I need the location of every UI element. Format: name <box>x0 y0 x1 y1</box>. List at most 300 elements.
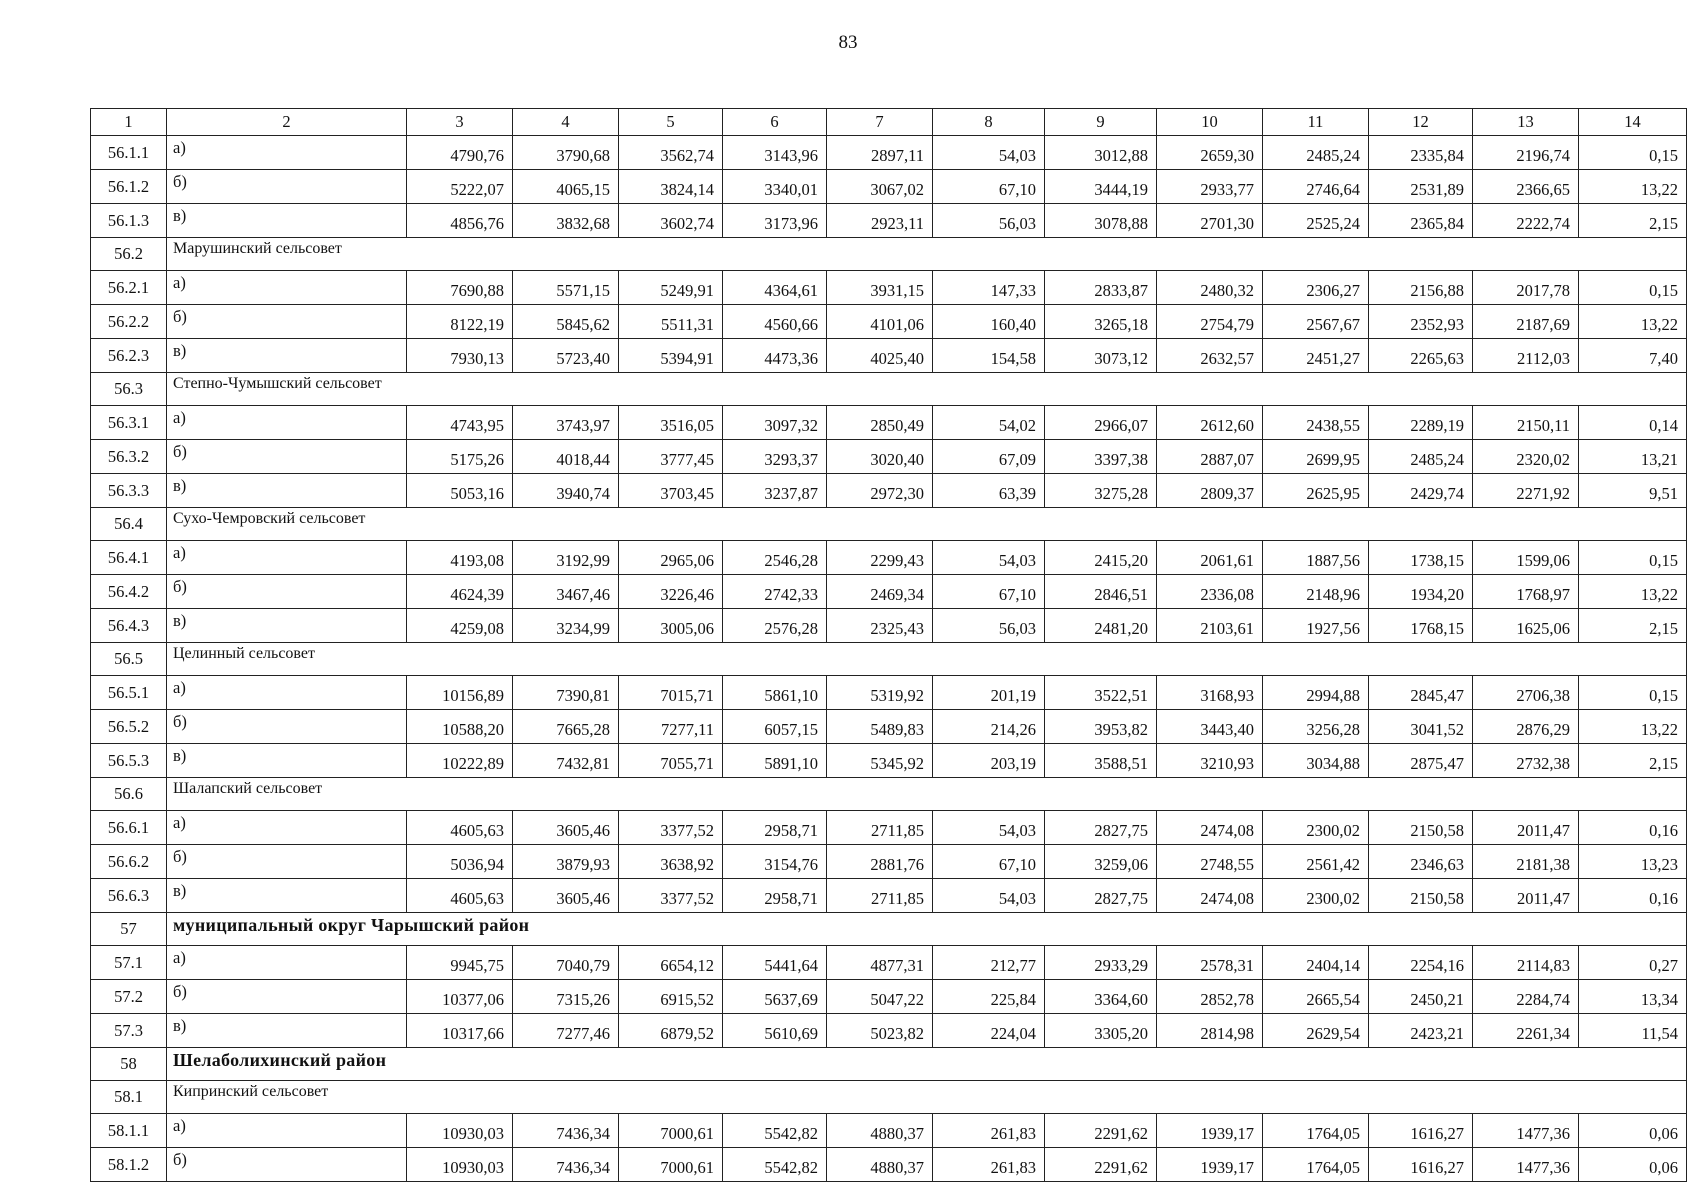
value-cell: 67,09 <box>933 440 1045 474</box>
value-cell: 147,33 <box>933 271 1045 305</box>
value-cell: 5610,69 <box>723 1014 827 1048</box>
value-cell: 3256,28 <box>1263 710 1369 744</box>
value-cell: 2966,07 <box>1045 406 1157 440</box>
value-cell: 2827,75 <box>1045 811 1157 845</box>
value-cell: 3638,92 <box>619 845 723 879</box>
value-cell: 54,03 <box>933 879 1045 913</box>
value-cell: 2746,64 <box>1263 170 1369 204</box>
value-cell: 3168,93 <box>1157 676 1263 710</box>
row-code: 58.1.2 <box>91 1148 167 1182</box>
page-number: 83 <box>838 32 858 53</box>
value-cell: 2994,88 <box>1263 676 1369 710</box>
value-cell: 203,19 <box>933 744 1045 778</box>
value-cell: 4065,15 <box>513 170 619 204</box>
table-row <box>91 305 1687 339</box>
value-cell: 2,15 <box>1579 609 1687 643</box>
value-cell: 2876,29 <box>1473 710 1579 744</box>
column-number: 12 <box>1369 109 1473 136</box>
value-cell: 2299,43 <box>827 541 933 575</box>
value-cell: 1887,56 <box>1263 541 1369 575</box>
value-cell: 2481,20 <box>1045 609 1157 643</box>
table-row <box>91 406 1687 440</box>
value-cell: 2485,24 <box>1369 440 1473 474</box>
column-number: 13 <box>1473 109 1579 136</box>
value-cell: 2699,95 <box>1263 440 1369 474</box>
section-title: Марушинский сельсовет <box>167 238 1687 271</box>
column-number: 9 <box>1045 109 1157 136</box>
district-heading-row <box>91 913 1687 946</box>
value-cell: 7665,28 <box>513 710 619 744</box>
value-cell: 3522,51 <box>1045 676 1157 710</box>
value-cell: 0,06 <box>1579 1114 1687 1148</box>
value-cell: 6915,52 <box>619 980 723 1014</box>
value-cell: 4101,06 <box>827 305 933 339</box>
value-cell: 1768,97 <box>1473 575 1579 609</box>
table-row <box>91 710 1687 744</box>
value-cell: 9945,75 <box>407 946 513 980</box>
value-cell: 1625,06 <box>1473 609 1579 643</box>
value-cell: 1927,56 <box>1263 609 1369 643</box>
value-cell: 1616,27 <box>1369 1114 1473 1148</box>
table-row <box>91 1148 1687 1182</box>
row-code: 56.2.3 <box>91 339 167 373</box>
value-cell: 3192,99 <box>513 541 619 575</box>
value-cell: 1599,06 <box>1473 541 1579 575</box>
value-cell: 5175,26 <box>407 440 513 474</box>
row-code: 56.1.1 <box>91 136 167 170</box>
row-code: 56.3.3 <box>91 474 167 508</box>
value-cell: 54,03 <box>933 136 1045 170</box>
value-cell: 67,10 <box>933 575 1045 609</box>
value-cell: 5542,82 <box>723 1148 827 1182</box>
value-cell: 2933,77 <box>1157 170 1263 204</box>
value-cell: 10930,03 <box>407 1114 513 1148</box>
value-cell: 2469,34 <box>827 575 933 609</box>
value-cell: 2881,76 <box>827 845 933 879</box>
value-cell: 2701,30 <box>1157 204 1263 238</box>
row-code: 56.4.1 <box>91 541 167 575</box>
value-cell: 5637,69 <box>723 980 827 1014</box>
value-cell: 67,10 <box>933 170 1045 204</box>
value-cell: 2011,47 <box>1473 811 1579 845</box>
option-label: в) <box>167 879 407 913</box>
option-label: а) <box>167 271 407 305</box>
value-cell: 2150,58 <box>1369 811 1473 845</box>
value-cell: 2150,58 <box>1369 879 1473 913</box>
section-title: муниципальный округ Чарышский район <box>167 913 1687 946</box>
value-cell: 2,15 <box>1579 744 1687 778</box>
value-cell: 2625,95 <box>1263 474 1369 508</box>
value-cell: 4856,76 <box>407 204 513 238</box>
option-label: б) <box>167 170 407 204</box>
value-cell: 4473,36 <box>723 339 827 373</box>
value-cell: 13,22 <box>1579 710 1687 744</box>
value-cell: 54,02 <box>933 406 1045 440</box>
value-cell: 13,22 <box>1579 305 1687 339</box>
value-cell: 5845,62 <box>513 305 619 339</box>
value-cell: 212,77 <box>933 946 1045 980</box>
row-code: 56.2.2 <box>91 305 167 339</box>
value-cell: 63,39 <box>933 474 1045 508</box>
column-number-row <box>91 109 1687 136</box>
column-number: 7 <box>827 109 933 136</box>
value-cell: 2156,88 <box>1369 271 1473 305</box>
value-cell: 201,19 <box>933 676 1045 710</box>
section-heading-row <box>91 373 1687 406</box>
column-number: 2 <box>167 109 407 136</box>
value-cell: 3777,45 <box>619 440 723 474</box>
option-label: а) <box>167 946 407 980</box>
row-code: 56.2.1 <box>91 271 167 305</box>
value-cell: 67,10 <box>933 845 1045 879</box>
value-cell: 2187,69 <box>1473 305 1579 339</box>
value-cell: 1616,27 <box>1369 1148 1473 1182</box>
value-cell: 4605,63 <box>407 879 513 913</box>
value-cell: 3067,02 <box>827 170 933 204</box>
value-cell: 4743,95 <box>407 406 513 440</box>
value-cell: 0,15 <box>1579 676 1687 710</box>
column-number: 1 <box>91 109 167 136</box>
table-row <box>91 136 1687 170</box>
value-cell: 2450,21 <box>1369 980 1473 1014</box>
value-cell: 5441,64 <box>723 946 827 980</box>
value-cell: 4193,08 <box>407 541 513 575</box>
table-body <box>91 109 1687 1182</box>
value-cell: 7277,46 <box>513 1014 619 1048</box>
value-cell: 56,03 <box>933 609 1045 643</box>
value-cell: 2148,96 <box>1263 575 1369 609</box>
value-cell: 7432,81 <box>513 744 619 778</box>
value-cell: 3605,46 <box>513 811 619 845</box>
row-code: 57.3 <box>91 1014 167 1048</box>
value-cell: 3073,12 <box>1045 339 1157 373</box>
table-row <box>91 946 1687 980</box>
value-cell: 3743,97 <box>513 406 619 440</box>
row-code: 56.3 <box>91 373 167 406</box>
value-cell: 1939,17 <box>1157 1114 1263 1148</box>
value-cell: 3078,88 <box>1045 204 1157 238</box>
value-cell: 3265,18 <box>1045 305 1157 339</box>
option-label: а) <box>167 406 407 440</box>
row-code: 56.4 <box>91 508 167 541</box>
value-cell: 2531,89 <box>1369 170 1473 204</box>
table-row <box>91 845 1687 879</box>
value-cell: 1768,15 <box>1369 609 1473 643</box>
table-row <box>91 541 1687 575</box>
value-cell: 13,21 <box>1579 440 1687 474</box>
row-code: 56.6.3 <box>91 879 167 913</box>
value-cell: 7315,26 <box>513 980 619 1014</box>
value-cell: 2352,93 <box>1369 305 1473 339</box>
value-cell: 5394,91 <box>619 339 723 373</box>
tariff-table <box>90 108 1687 1182</box>
option-label: в) <box>167 744 407 778</box>
value-cell: 3305,20 <box>1045 1014 1157 1048</box>
value-cell: 2017,78 <box>1473 271 1579 305</box>
value-cell: 261,83 <box>933 1148 1045 1182</box>
value-cell: 7277,11 <box>619 710 723 744</box>
value-cell: 7436,34 <box>513 1114 619 1148</box>
row-code: 58.1 <box>91 1081 167 1114</box>
value-cell: 5345,92 <box>827 744 933 778</box>
value-cell: 2845,47 <box>1369 676 1473 710</box>
value-cell: 3588,51 <box>1045 744 1157 778</box>
value-cell: 2415,20 <box>1045 541 1157 575</box>
value-cell: 3234,99 <box>513 609 619 643</box>
value-cell: 1764,05 <box>1263 1114 1369 1148</box>
value-cell: 2525,24 <box>1263 204 1369 238</box>
value-cell: 5891,10 <box>723 744 827 778</box>
value-cell: 4025,40 <box>827 339 933 373</box>
column-number: 14 <box>1579 109 1687 136</box>
value-cell: 3444,19 <box>1045 170 1157 204</box>
value-cell: 4880,37 <box>827 1114 933 1148</box>
value-cell: 7390,81 <box>513 676 619 710</box>
value-cell: 2578,31 <box>1157 946 1263 980</box>
value-cell: 0,27 <box>1579 946 1687 980</box>
section-title: Кипринский сельсовет <box>167 1081 1687 1114</box>
value-cell: 2291,62 <box>1045 1114 1157 1148</box>
value-cell: 5319,92 <box>827 676 933 710</box>
value-cell: 3275,28 <box>1045 474 1157 508</box>
value-cell: 2833,87 <box>1045 271 1157 305</box>
row-code: 56.6.2 <box>91 845 167 879</box>
row-code: 57.1 <box>91 946 167 980</box>
value-cell: 3397,38 <box>1045 440 1157 474</box>
value-cell: 5036,94 <box>407 845 513 879</box>
row-code: 56.3.2 <box>91 440 167 474</box>
option-label: в) <box>167 204 407 238</box>
value-cell: 2300,02 <box>1263 811 1369 845</box>
value-cell: 4624,39 <box>407 575 513 609</box>
table-row <box>91 474 1687 508</box>
value-cell: 3005,06 <box>619 609 723 643</box>
value-cell: 3832,68 <box>513 204 619 238</box>
value-cell: 2933,29 <box>1045 946 1157 980</box>
option-label: в) <box>167 609 407 643</box>
value-cell: 3443,40 <box>1157 710 1263 744</box>
row-code: 56.1.3 <box>91 204 167 238</box>
value-cell: 3237,87 <box>723 474 827 508</box>
value-cell: 2809,37 <box>1157 474 1263 508</box>
value-cell: 2254,16 <box>1369 946 1473 980</box>
value-cell: 2150,11 <box>1473 406 1579 440</box>
value-cell: 2965,06 <box>619 541 723 575</box>
value-cell: 6057,15 <box>723 710 827 744</box>
value-cell: 1764,05 <box>1263 1148 1369 1182</box>
value-cell: 2897,11 <box>827 136 933 170</box>
value-cell: 3605,46 <box>513 879 619 913</box>
table-row <box>91 440 1687 474</box>
value-cell: 2291,62 <box>1045 1148 1157 1182</box>
value-cell: 10156,89 <box>407 676 513 710</box>
value-cell: 13,22 <box>1579 170 1687 204</box>
value-cell: 2181,38 <box>1473 845 1579 879</box>
row-code: 56.5.1 <box>91 676 167 710</box>
value-cell: 11,54 <box>1579 1014 1687 1048</box>
column-number: 11 <box>1263 109 1369 136</box>
column-number: 4 <box>513 109 619 136</box>
value-cell: 10317,66 <box>407 1014 513 1048</box>
value-cell: 4018,44 <box>513 440 619 474</box>
column-number: 3 <box>407 109 513 136</box>
value-cell: 3097,32 <box>723 406 827 440</box>
value-cell: 10222,89 <box>407 744 513 778</box>
value-cell: 3340,01 <box>723 170 827 204</box>
value-cell: 2,15 <box>1579 204 1687 238</box>
value-cell: 4790,76 <box>407 136 513 170</box>
value-cell: 3953,82 <box>1045 710 1157 744</box>
option-label: а) <box>167 1114 407 1148</box>
value-cell: 2438,55 <box>1263 406 1369 440</box>
value-cell: 5511,31 <box>619 305 723 339</box>
value-cell: 2887,07 <box>1157 440 1263 474</box>
value-cell: 2711,85 <box>827 879 933 913</box>
section-title: Шалапский сельсовет <box>167 778 1687 811</box>
value-cell: 54,03 <box>933 541 1045 575</box>
value-cell: 4259,08 <box>407 609 513 643</box>
value-cell: 2665,54 <box>1263 980 1369 1014</box>
row-code: 57.2 <box>91 980 167 1014</box>
value-cell: 2300,02 <box>1263 879 1369 913</box>
value-cell: 3259,06 <box>1045 845 1157 879</box>
value-cell: 2474,08 <box>1157 811 1263 845</box>
value-cell: 5053,16 <box>407 474 513 508</box>
district-heading-row <box>91 1048 1687 1081</box>
value-cell: 154,58 <box>933 339 1045 373</box>
option-label: б) <box>167 305 407 339</box>
value-cell: 0,16 <box>1579 879 1687 913</box>
section-title: Шелаболихинский район <box>167 1048 1687 1081</box>
value-cell: 1477,36 <box>1473 1114 1579 1148</box>
section-title: Сухо-Чемровский сельсовет <box>167 508 1687 541</box>
value-cell: 3931,15 <box>827 271 933 305</box>
row-code: 57 <box>91 913 167 946</box>
option-label: а) <box>167 541 407 575</box>
value-cell: 5861,10 <box>723 676 827 710</box>
value-cell: 2429,74 <box>1369 474 1473 508</box>
value-cell: 2346,63 <box>1369 845 1473 879</box>
value-cell: 2711,85 <box>827 811 933 845</box>
table-row <box>91 609 1687 643</box>
section-heading-row <box>91 238 1687 271</box>
section-heading-row <box>91 643 1687 676</box>
value-cell: 3703,45 <box>619 474 723 508</box>
option-label: б) <box>167 710 407 744</box>
value-cell: 3210,93 <box>1157 744 1263 778</box>
value-cell: 5249,91 <box>619 271 723 305</box>
value-cell: 1477,36 <box>1473 1148 1579 1182</box>
value-cell: 2011,47 <box>1473 879 1579 913</box>
table-row <box>91 879 1687 913</box>
table-row <box>91 811 1687 845</box>
value-cell: 214,26 <box>933 710 1045 744</box>
value-cell: 7040,79 <box>513 946 619 980</box>
option-label: а) <box>167 136 407 170</box>
value-cell: 10930,03 <box>407 1148 513 1182</box>
value-cell: 261,83 <box>933 1114 1045 1148</box>
value-cell: 7436,34 <box>513 1148 619 1182</box>
row-code: 56.1.2 <box>91 170 167 204</box>
value-cell: 2850,49 <box>827 406 933 440</box>
value-cell: 3602,74 <box>619 204 723 238</box>
value-cell: 2336,08 <box>1157 575 1263 609</box>
option-label: в) <box>167 339 407 373</box>
table-row <box>91 1014 1687 1048</box>
row-code: 56.3.1 <box>91 406 167 440</box>
value-cell: 4605,63 <box>407 811 513 845</box>
value-cell: 2265,63 <box>1369 339 1473 373</box>
value-cell: 3012,88 <box>1045 136 1157 170</box>
option-label: а) <box>167 676 407 710</box>
value-cell: 7000,61 <box>619 1148 723 1182</box>
value-cell: 2103,61 <box>1157 609 1263 643</box>
table-row <box>91 170 1687 204</box>
value-cell: 5222,07 <box>407 170 513 204</box>
value-cell: 2112,03 <box>1473 339 1579 373</box>
table-row <box>91 1114 1687 1148</box>
value-cell: 3041,52 <box>1369 710 1473 744</box>
value-cell: 13,22 <box>1579 575 1687 609</box>
option-label: б) <box>167 440 407 474</box>
value-cell: 4364,61 <box>723 271 827 305</box>
value-cell: 3377,52 <box>619 879 723 913</box>
value-cell: 1939,17 <box>1157 1148 1263 1182</box>
column-number: 5 <box>619 109 723 136</box>
row-code: 56.4.2 <box>91 575 167 609</box>
table-row <box>91 744 1687 778</box>
value-cell: 2474,08 <box>1157 879 1263 913</box>
value-cell: 2852,78 <box>1157 980 1263 1014</box>
value-cell: 2196,74 <box>1473 136 1579 170</box>
table-row <box>91 339 1687 373</box>
row-code: 56.2 <box>91 238 167 271</box>
section-heading-row <box>91 508 1687 541</box>
option-label: б) <box>167 980 407 1014</box>
row-code: 58.1.1 <box>91 1114 167 1148</box>
value-cell: 3940,74 <box>513 474 619 508</box>
value-cell: 2423,21 <box>1369 1014 1473 1048</box>
value-cell: 3562,74 <box>619 136 723 170</box>
value-cell: 3377,52 <box>619 811 723 845</box>
value-cell: 8122,19 <box>407 305 513 339</box>
value-cell: 2659,30 <box>1157 136 1263 170</box>
value-cell: 2320,02 <box>1473 440 1579 474</box>
value-cell: 2827,75 <box>1045 879 1157 913</box>
value-cell: 2485,24 <box>1263 136 1369 170</box>
row-code: 56.5 <box>91 643 167 676</box>
value-cell: 3516,05 <box>619 406 723 440</box>
value-cell: 2325,43 <box>827 609 933 643</box>
value-cell: 7,40 <box>1579 339 1687 373</box>
value-cell: 0,15 <box>1579 541 1687 575</box>
value-cell: 5571,15 <box>513 271 619 305</box>
row-code: 58 <box>91 1048 167 1081</box>
value-cell: 2754,79 <box>1157 305 1263 339</box>
value-cell: 56,03 <box>933 204 1045 238</box>
value-cell: 2222,74 <box>1473 204 1579 238</box>
value-cell: 2335,84 <box>1369 136 1473 170</box>
value-cell: 2742,33 <box>723 575 827 609</box>
option-label: б) <box>167 845 407 879</box>
column-number: 10 <box>1157 109 1263 136</box>
value-cell: 160,40 <box>933 305 1045 339</box>
value-cell: 2289,19 <box>1369 406 1473 440</box>
value-cell: 0,15 <box>1579 136 1687 170</box>
value-cell: 6879,52 <box>619 1014 723 1048</box>
column-number: 6 <box>723 109 827 136</box>
value-cell: 3034,88 <box>1263 744 1369 778</box>
